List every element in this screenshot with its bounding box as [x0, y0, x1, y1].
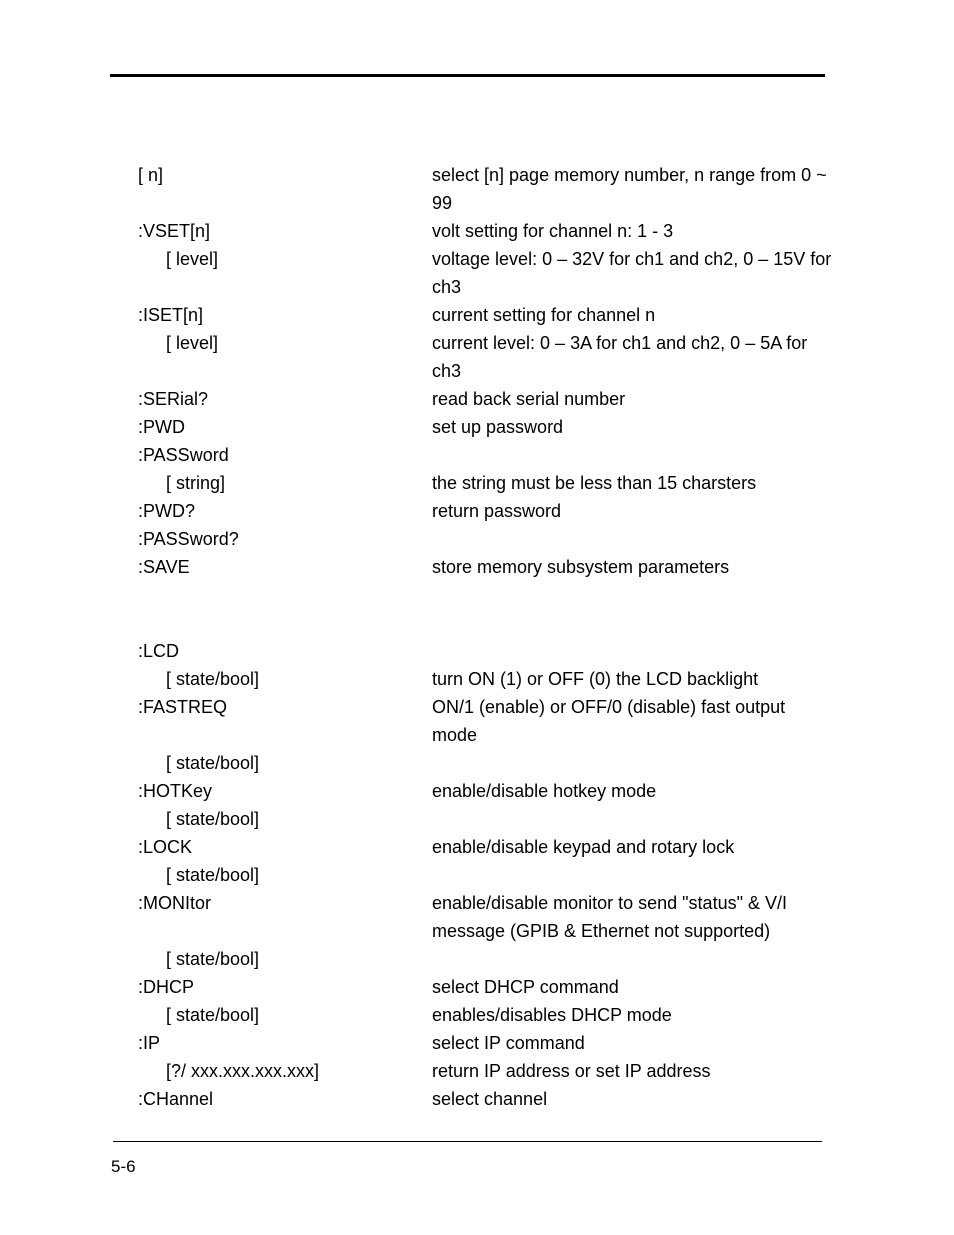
command-description: enable/disable keypad and rotary lock — [432, 837, 735, 857]
command-syntax: :PASSword? — [138, 529, 239, 549]
command-description: select [n] page memory number, n range from 0 ~ 99 — [432, 165, 827, 213]
command-syntax: :SERial? — [138, 389, 209, 409]
command-description: store memory subsystem parameters — [432, 557, 730, 577]
command-description: return IP address or set IP address — [432, 1061, 711, 1081]
command-row — [0, 889, 954, 945]
command-syntax: :PASSword — [138, 445, 229, 465]
command-syntax: [?/ xxx.xxx.xxx.xxx] — [166, 1061, 320, 1081]
command-row — [0, 637, 954, 665]
command-description: read back serial number — [432, 389, 626, 409]
command-description: current setting for channel n — [432, 305, 656, 325]
row-spacer — [0, 581, 954, 609]
command-description: select DHCP command — [432, 977, 619, 997]
command-row — [0, 469, 954, 497]
command-syntax: [ state/bool] — [166, 1005, 260, 1025]
command-description — [432, 945, 832, 973]
command-syntax: [ state/bool] — [166, 949, 260, 969]
command-row — [0, 301, 954, 329]
command-description: set up password — [432, 417, 564, 437]
command-table — [0, 161, 954, 1113]
command-row — [0, 973, 954, 1001]
command-row — [0, 1085, 954, 1113]
command-description: select IP command — [432, 1033, 585, 1053]
command-syntax: [ string] — [166, 473, 226, 493]
command-row — [0, 777, 954, 805]
command-row — [0, 161, 954, 217]
command-description: return password — [432, 501, 562, 521]
command-syntax: :ISET[n] — [138, 305, 204, 325]
command-syntax: :VSET[n] — [138, 221, 211, 241]
command-description — [432, 441, 832, 469]
command-row — [0, 385, 954, 413]
command-description: enables/disables DHCP mode — [432, 1005, 672, 1025]
command-syntax: [ state/bool] — [166, 669, 260, 689]
command-row — [0, 413, 954, 441]
command-syntax: [ n] — [138, 165, 164, 185]
command-row — [0, 217, 954, 245]
command-description — [432, 637, 832, 665]
command-syntax: :PWD? — [138, 501, 196, 521]
command-row — [0, 1057, 954, 1085]
command-description: turn ON (1) or OFF (0) the LCD backlight — [432, 669, 759, 689]
command-syntax: :LOCK — [138, 837, 193, 857]
command-row — [0, 525, 954, 553]
command-syntax: :LCD — [138, 641, 180, 661]
command-syntax: [ level] — [166, 333, 219, 353]
command-syntax: :PWD — [138, 417, 185, 437]
command-description: current level: 0 – 3A for ch1 and ch2, 0 – 5A for ch3 — [432, 333, 808, 381]
command-syntax: [ level] — [166, 249, 219, 269]
command-syntax: [ state/bool] — [166, 865, 260, 885]
command-row — [0, 693, 954, 749]
command-description — [432, 805, 832, 833]
command-row — [0, 441, 954, 469]
command-syntax: :MONItor — [138, 893, 212, 913]
command-description — [432, 525, 832, 553]
command-description: volt setting for channel n: 1 - 3 — [432, 221, 674, 241]
command-syntax: :DHCP — [138, 977, 195, 997]
command-description: the string must be less than 15 charsters — [432, 473, 757, 493]
command-syntax: [ state/bool] — [166, 809, 260, 829]
command-syntax: :SAVE — [138, 557, 190, 577]
command-row — [0, 833, 954, 861]
command-row — [0, 553, 954, 581]
command-row — [0, 1001, 954, 1029]
command-description — [432, 861, 832, 889]
row-spacer — [0, 609, 954, 637]
command-row — [0, 245, 954, 301]
command-row — [0, 945, 954, 973]
page-number: 5-6 — [111, 1157, 136, 1176]
command-syntax: [ state/bool] — [166, 753, 260, 773]
command-description: ON/1 (enable) or OFF/0 (disable) fast output mode — [432, 697, 786, 745]
command-row — [0, 665, 954, 693]
command-description: enable/disable hotkey mode — [432, 781, 657, 801]
footer-rule — [113, 1141, 822, 1142]
command-row — [0, 497, 954, 525]
command-row — [0, 1029, 954, 1057]
command-syntax: :IP — [138, 1033, 161, 1053]
command-description: enable/disable monitor to send "status" & V/I message (GPIB & Ethernet not supported) — [432, 893, 787, 941]
command-row — [0, 749, 954, 777]
header-rule — [110, 74, 825, 77]
command-row — [0, 861, 954, 889]
command-row — [0, 329, 954, 385]
command-row — [0, 805, 954, 833]
command-description: voltage level: 0 – 32V for ch1 and ch2, 0 – 15V for ch3 — [432, 249, 832, 297]
command-syntax: :FASTREQ — [138, 697, 228, 717]
command-description — [432, 749, 832, 777]
command-description: select channel — [432, 1089, 548, 1109]
command-syntax: :CHannel — [138, 1089, 214, 1109]
command-syntax: :HOTKey — [138, 781, 213, 801]
